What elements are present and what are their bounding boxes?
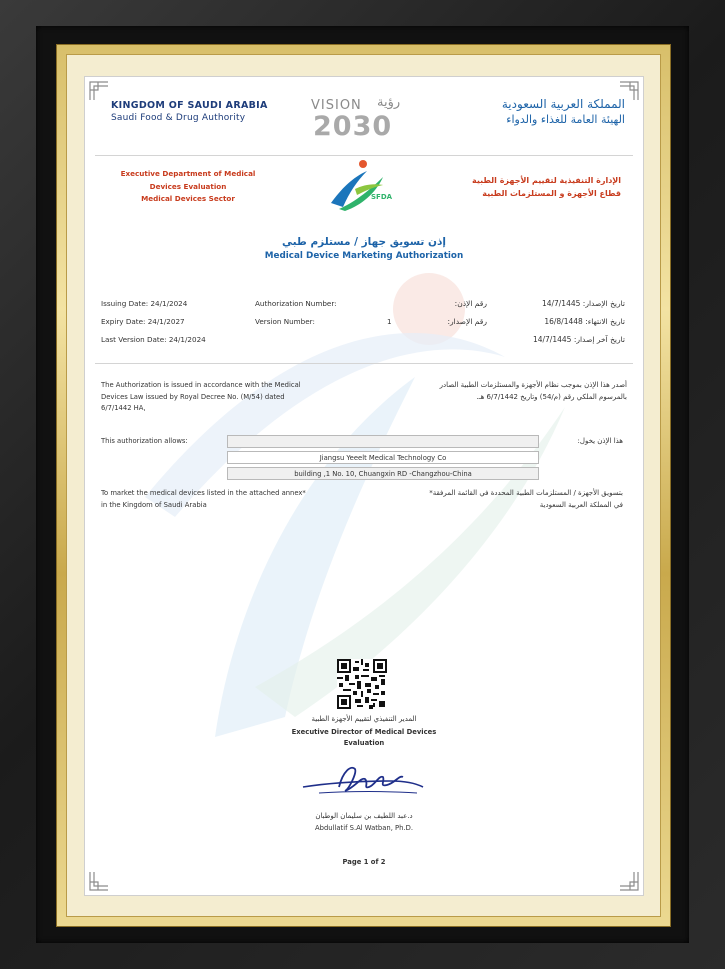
department-en-line: Medical Devices Sector xyxy=(141,194,235,203)
market-scope-en-line: in the Kingdom of Saudi Arabia xyxy=(101,500,207,509)
corner-ornament-icon xyxy=(88,80,110,102)
authority-name-en: Saudi Food & Drug Authority xyxy=(111,113,246,123)
version-number-label: Version Number: xyxy=(255,317,315,326)
department-ar xyxy=(472,174,621,200)
department-en-line: Executive Department of Medical xyxy=(120,169,256,178)
expiry-date-en: Expiry Date: 24/1/2027 xyxy=(101,317,185,326)
legal-basis-ar-line: بالمرسوم الملكي رقم (م/54) وتاريخ 6/7/1442 هـ. xyxy=(476,392,627,401)
signer-name-ar: د.عبد اللطيف بن سليمان الوطبان xyxy=(315,812,413,820)
last-version-date-ar: تاريخ آخر إصدار: 14/7/1445 xyxy=(532,335,625,344)
qr-code-icon[interactable] xyxy=(337,659,387,709)
holder-company-name: Jiangsu Yeeelt Medical Technology Co xyxy=(227,451,539,464)
signer-name-en: Abdullatif S.Al Watban, Ph.D. xyxy=(315,824,413,832)
kingdom-name-ar: المملكة العربية السعودية xyxy=(501,97,625,111)
market-scope-ar-line: بتسويق الأجهزة / المستلزمات الطبية المحددة في القائمة المرفقة* xyxy=(429,489,623,497)
market-scope-ar xyxy=(393,488,623,511)
version-number-value: 1 xyxy=(387,317,392,326)
document-title-ar: إذن تسويق جهاز / مستلزم طبي xyxy=(282,236,446,248)
department-en-line: Devices Evaluation xyxy=(149,181,227,191)
holder-box-blank xyxy=(227,435,539,448)
kingdom-name-en: KINGDOM OF SAUDI ARABIA xyxy=(111,100,268,111)
market-scope-ar-line: في المملكة العربية السعودية xyxy=(539,500,623,509)
allows-label-en: This authorization allows: xyxy=(101,437,188,445)
authorization-number-ar: رقم الإذن: xyxy=(454,299,487,308)
legal-basis-ar xyxy=(402,380,627,403)
issue-date-ar: تاريخ الإصدار: 14/7/1445 xyxy=(541,299,625,308)
vision-year: 2030 xyxy=(313,111,393,142)
market-scope-en xyxy=(101,488,331,511)
handwritten-signature xyxy=(299,757,429,803)
document-title-en: Medical Device Marketing Authorization xyxy=(264,251,464,261)
legal-basis-en-line: 6/7/1442 HA, xyxy=(101,404,146,412)
legal-basis-en-line: Devices Law issued by Royal Decree No. (M/54) dated xyxy=(101,392,285,401)
department-en xyxy=(113,168,263,206)
legal-basis-en-line: The Authorization is issued in accordance with the Medical xyxy=(101,381,301,389)
market-scope-en-line: To market the medical devices listed in the attached annex* xyxy=(101,489,306,497)
certificate-page xyxy=(84,76,644,896)
sfda-logo-text: SFDA xyxy=(371,193,393,201)
signatory-title-en xyxy=(85,727,643,749)
department-ar-line: الإدارة التنفيذية لتقييم الأجهزة الطبية xyxy=(472,176,621,185)
vision-label-ar: رؤية xyxy=(377,95,401,110)
signatory-title-ar: المدير التنفيذي لتقييم الأجهزة الطبية xyxy=(311,715,417,723)
holder-address: building ,1 No. 10, Chuangxin RD -Changzhou-China xyxy=(227,467,539,480)
issuing-date-en: Issuing Date: 24/1/2024 xyxy=(101,299,188,308)
department-ar-line: قطاع الأجهزة و المستلزمات الطبية xyxy=(482,189,621,198)
legal-basis-ar-line: أصدر هذا الإذن بموجب نظام الأجهزة والمستلزمات الطبية الصادر xyxy=(439,381,627,389)
signatory-title-en-line: Executive Director of Medical Devices xyxy=(291,728,437,736)
legal-basis-en xyxy=(101,380,316,415)
corner-ornament-icon xyxy=(88,870,110,892)
authorization-number-label: Authorization Number: xyxy=(255,299,337,308)
signatory-title-en-line: Evaluation xyxy=(343,739,385,747)
expiry-date-ar: تاريخ الانتهاء: 16/8/1448 xyxy=(544,317,625,326)
vision-label: VISION xyxy=(311,98,362,113)
version-number-ar: رقم الإصدار: xyxy=(447,317,487,326)
authority-name-ar: الهيئة العامة للغذاء والدواء xyxy=(506,113,625,126)
corner-ornament-icon xyxy=(618,870,640,892)
fields-divider xyxy=(95,363,633,364)
sfda-logo-icon xyxy=(327,159,395,213)
allows-label-ar: هذا الإذن يخول: xyxy=(577,437,623,445)
header-divider xyxy=(95,155,633,156)
page-number: Page 1 of 2 xyxy=(342,858,386,866)
last-version-date-en: Last Version Date: 24/1/2024 xyxy=(101,335,206,344)
